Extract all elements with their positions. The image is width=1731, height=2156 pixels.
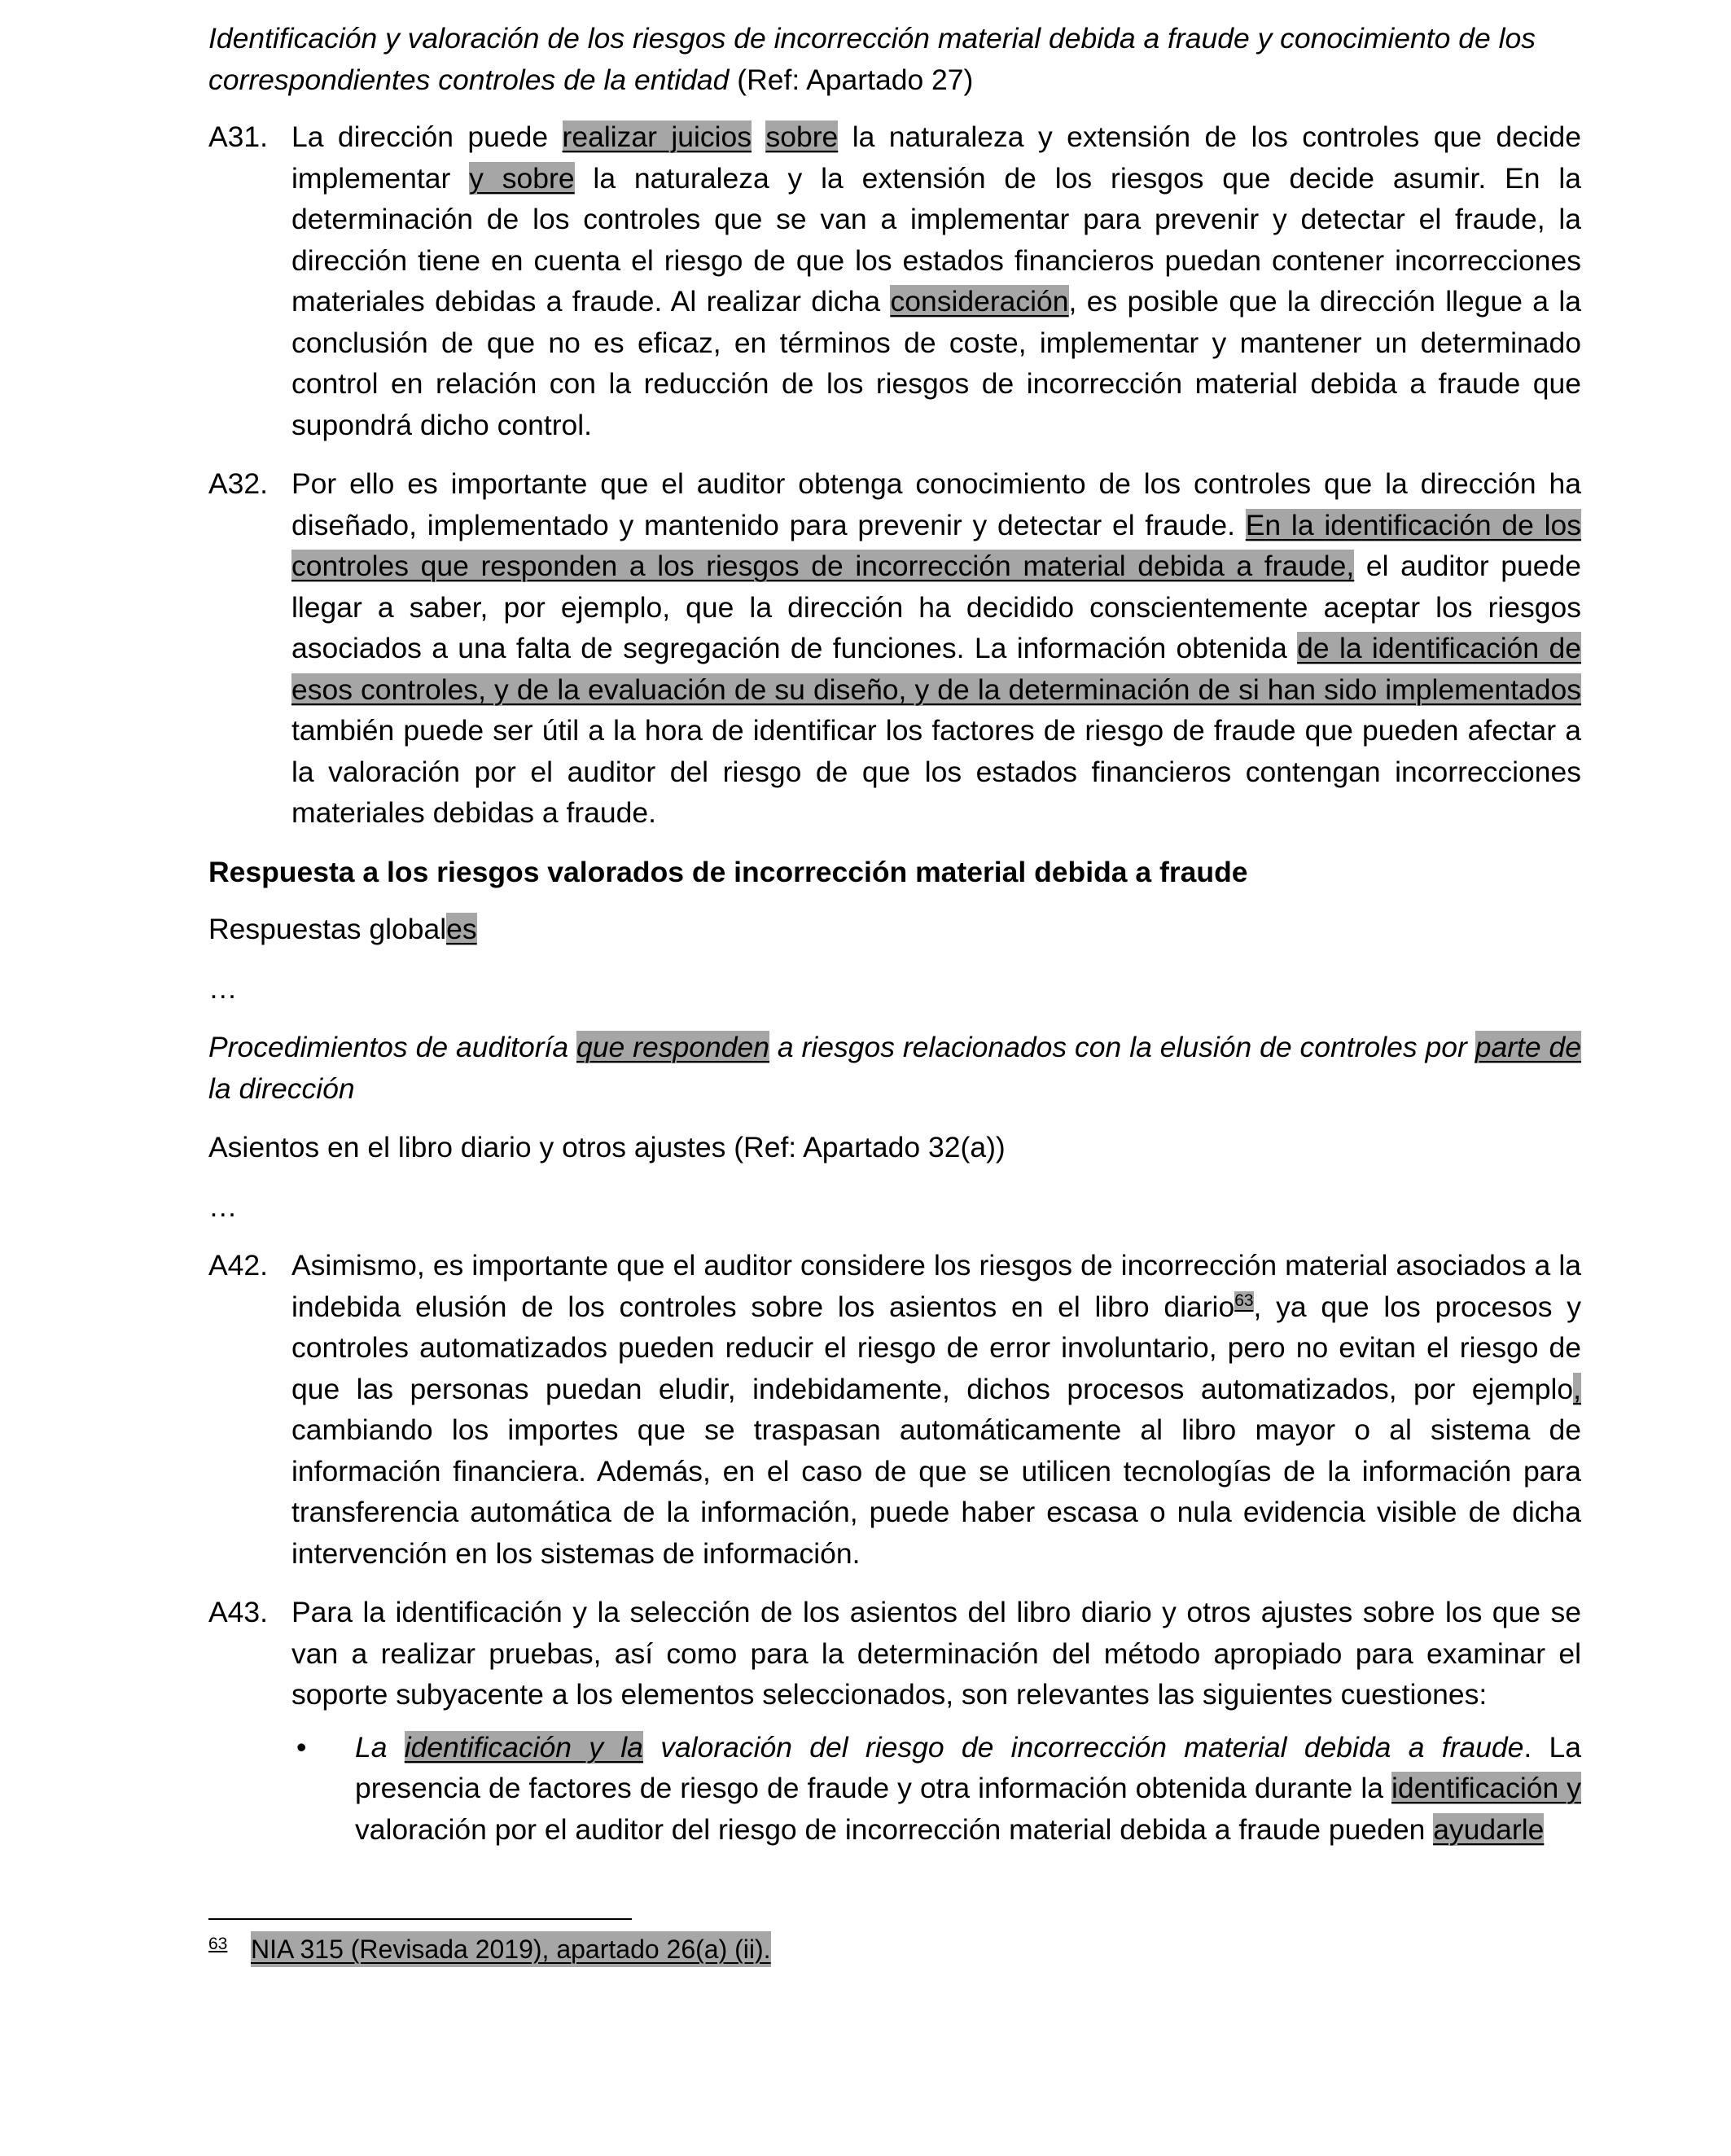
highlighted-text: parte de — [1475, 1031, 1582, 1063]
document-body — [208, 18, 1581, 1850]
text-run: la dirección — [208, 1071, 355, 1105]
paragraph-a43 — [208, 1592, 1581, 1716]
footnote-separator — [208, 1918, 632, 1920]
paragraph-number: A42. — [208, 1249, 269, 1282]
text-run: la naturaleza y extensión de los controles que decide implementar — [291, 121, 1581, 195]
footnote-reference[interactable]: 63 — [1234, 1291, 1254, 1310]
paragraph-number: A31. — [208, 121, 269, 153]
highlighted-text: sobre — [765, 121, 839, 153]
text-run: , es posible que la dirección llegue a la conclusión de que no es eficaz, en términos de coste, implementar y mantener un determinado control en relación con la reducción de los riesgos de incorrección material debida a fraude que supondrá dicho control. — [291, 285, 1581, 441]
list-item — [208, 1727, 1581, 1851]
text-run: el auditor puede llegar a saber, por ejemplo, que la dirección ha decidido conscientemente aceptar los riesgos asociados a una falta de segregación de funciones. La información obtenida — [291, 550, 1582, 664]
footnote-number: 63 — [208, 1935, 228, 1953]
highlighted-text: , — [1573, 1372, 1581, 1405]
text-run: La — [355, 1730, 405, 1764]
text-run: Asimismo, es importante que el auditor considere los riesgos de incorrección material asociados a la indebida elusión de los controles sobre los asientos en el libro diario — [291, 1249, 1581, 1323]
highlighted-text: identificación y — [1391, 1772, 1581, 1804]
paragraph-number: A43. — [208, 1596, 269, 1628]
highlighted-text: es — [446, 913, 477, 945]
subheading-asientos: Asientos en el libro diario y otros ajustes (Ref: Apartado 32(a)) — [208, 1131, 1006, 1163]
ellipsis: … — [208, 971, 238, 1005]
text-run: también puede ser útil a la hora de identificar los factores de riesgo de fraude que pueden afectar a la valoración por el auditor del riesgo de que los estados financieros contengan incorrecciones materiales debidas a fraude. — [291, 714, 1581, 829]
section-heading-identificacion — [208, 18, 1581, 100]
paragraph-a42 — [208, 1245, 1581, 1574]
text-run — [752, 121, 765, 153]
highlighted-text: En la identificación de los controles que responden a los riesgos de incorrección material debida a fraude, — [291, 508, 1581, 582]
highlighted-text: que responden — [576, 1031, 769, 1063]
text-run: valoración por el auditor del riesgo de incorrección material debida a fraude pueden — [355, 1812, 1434, 1846]
text-run: Por ello es importante que el auditor obtenga conocimiento de los controles que la dirección ha diseñado, implementado y mantenido para prevenir y detectar el fraude. — [291, 467, 1581, 541]
paragraph-a32 — [208, 463, 1581, 834]
ellipsis: … — [208, 1190, 238, 1223]
bullet-icon: • — [296, 1730, 307, 1764]
highlighted-text: ayudarle — [1433, 1812, 1545, 1846]
paragraph-number: A32. — [208, 467, 269, 500]
text-run: La dirección puede — [291, 121, 563, 153]
highlighted-text: y sobre — [469, 161, 575, 195]
text-run: Para la identificación y la selección de los asientos del libro diario y otros ajustes sobre los que se van a realizar pruebas, así como para la determinación del método apropiado para examinar el soporte subyacente a los elementos seleccionados, son relevantes las siguientes cuestiones: — [291, 1596, 1581, 1711]
footnote-text: NIA 315 (Revisada 2019), apartado 26(a) (ii). — [251, 1931, 771, 1967]
text-run: . La presencia de factores de riesgo de fraude y otra información obtenida durante la — [355, 1730, 1581, 1804]
paragraph-a31 — [208, 116, 1581, 445]
text-run: cambiando los importes que se traspasan automáticamente al libro mayor o al sistema de información financiera. Además, en el caso de que se utilicen tecnologías de la información para transferencia automática de la información, puede haber escasa o nula evidencia visible de dicha intervención en los sistemas de información. — [291, 1413, 1581, 1570]
highlighted-text: identificación y la — [404, 1730, 643, 1764]
highlighted-text: de la identificación de esos controles, y de la evaluación de su diseño, y de la determinación de si han sido implementados — [291, 632, 1581, 706]
section-heading-respuesta: Respuesta a los riesgos valorados de incorrección material debida a fraude — [208, 855, 1248, 888]
text-run: a riesgos relacionados con la elusión de controles por — [769, 1031, 1475, 1063]
heading-italic-text: Identificación y valoración de los riesgos de incorrección material debida a fraude y conocimiento de los correspondientes controles de la entidad — [208, 22, 1536, 96]
heading-ref: (Ref: Apartado 27) — [729, 63, 974, 96]
highlighted-text: consideración — [890, 285, 1069, 318]
subheading-respuestas-globales — [208, 909, 1581, 950]
text-run: , ya que los procesos y controles automatizados pueden reducir el riesgo de error involuntario, pero no evitan el riesgo de que las personas puedan eludir, indebidamente, dichos procesos automatizados, por ejemplo — [291, 1290, 1581, 1405]
text-run: valoración del riesgo de incorrección material debida a fraude — [642, 1730, 1524, 1764]
text-run: Respuestas global — [208, 913, 447, 945]
subheading-procedimientos — [208, 1027, 1581, 1109]
highlighted-text: realizar juicios — [562, 121, 752, 153]
text-run: Procedimientos de auditoría — [208, 1031, 577, 1063]
text-run: la naturaleza y la extensión de los riesgos que decide asumir. En la determinación de los controles que se van a implementar para prevenir y detectar el fraude, la dirección tiene en cuenta el riesgo de que los estados financieros puedan contener incorrecciones materiales debidas a fraude. Al realizar dicha — [291, 161, 1581, 318]
